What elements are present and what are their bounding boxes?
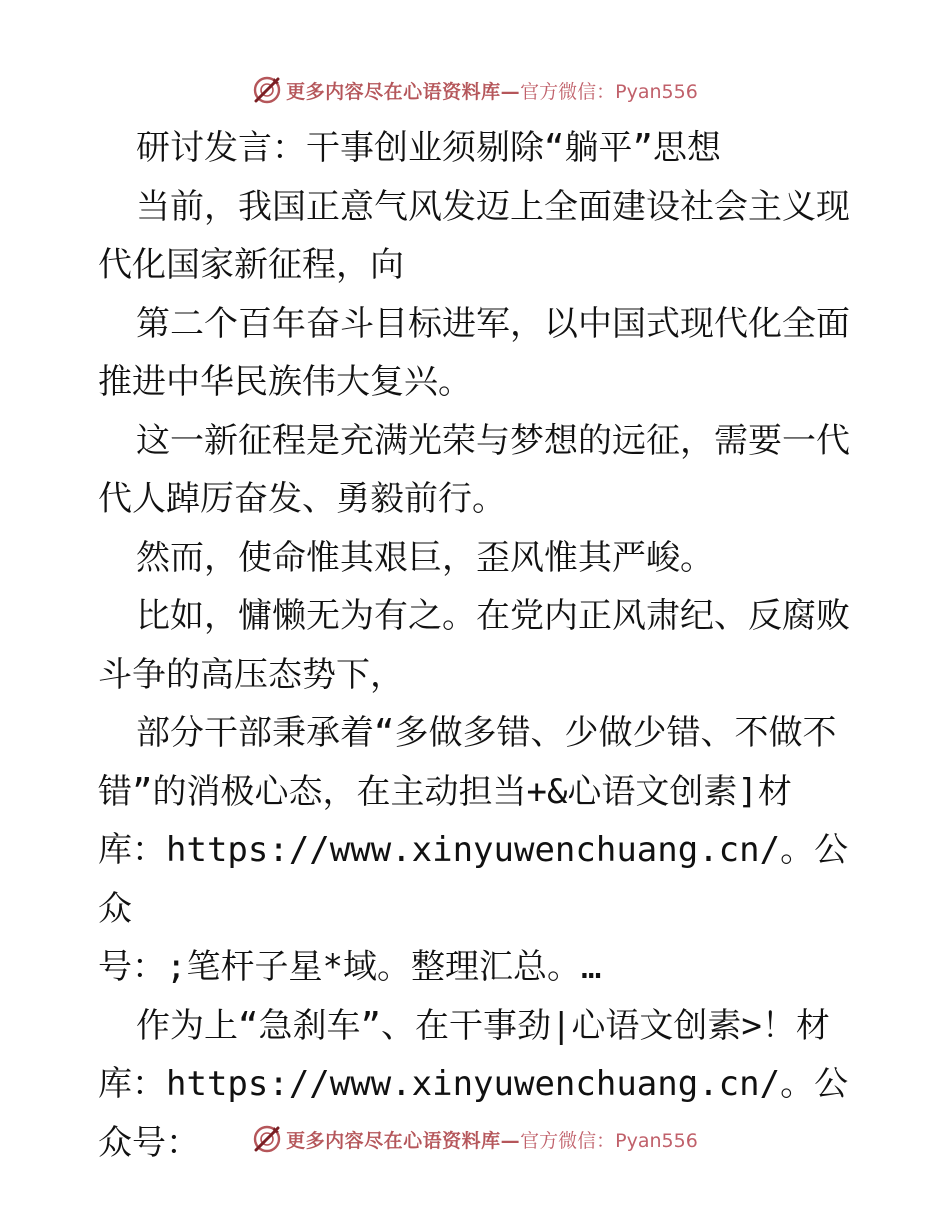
banner-wechat-text: 官方微信：Pyan556	[520, 1129, 698, 1152]
document-body	[98, 119, 858, 1172]
paragraph-7: 作为上“急刹车”、在干事劲|心语文创素>！材 库：https://www.xinyuwenchuang.cn/。公众号：	[98, 1005, 849, 1163]
banner-site-text: 更多内容尽在心语资料库—	[286, 1129, 521, 1152]
paragraph-3: 这一新征程是充满光荣与梦想的远征，需要一代 代人踔厉奋发、勇毅前行。	[98, 420, 850, 519]
pen-circle-logo-icon	[252, 75, 282, 105]
banner-site-text: 更多内容尽在心语资料库—	[286, 80, 521, 103]
footer-watermark-banner	[0, 1119, 950, 1159]
paragraph-6: 部分干部秉承着“多做多错、少做少错、不做不 错”的消极心态，在主动担当+&心语文创素]材 库：https://www.xinyuwenchuang.cn/。公众 号：;笔杆子星*域。整理汇总。…	[98, 713, 849, 987]
paragraph-5: 比如，慵懒无为有之。在党内正风肃纪、反腐败 斗争的高压态势下，	[98, 596, 850, 695]
paragraph-2: 第二个百年奋斗目标进军，以中国式现代化全面 推进中华民族伟大复兴。	[98, 303, 850, 402]
banner-wechat-text: 官方微信：Pyan556	[520, 80, 698, 103]
pen-circle-logo-icon	[252, 1124, 282, 1154]
paragraph-1: 当前，我国正意气风发迈上全面建设社会主义现 代化国家新征程，向	[98, 186, 850, 285]
document-title: 研讨发言：干事创业须剔除“躺平”思想	[136, 128, 721, 168]
paragraph-4: 然而，使命惟其艰巨，歪风惟其严峻。	[136, 537, 714, 578]
header-watermark-banner	[0, 70, 950, 110]
